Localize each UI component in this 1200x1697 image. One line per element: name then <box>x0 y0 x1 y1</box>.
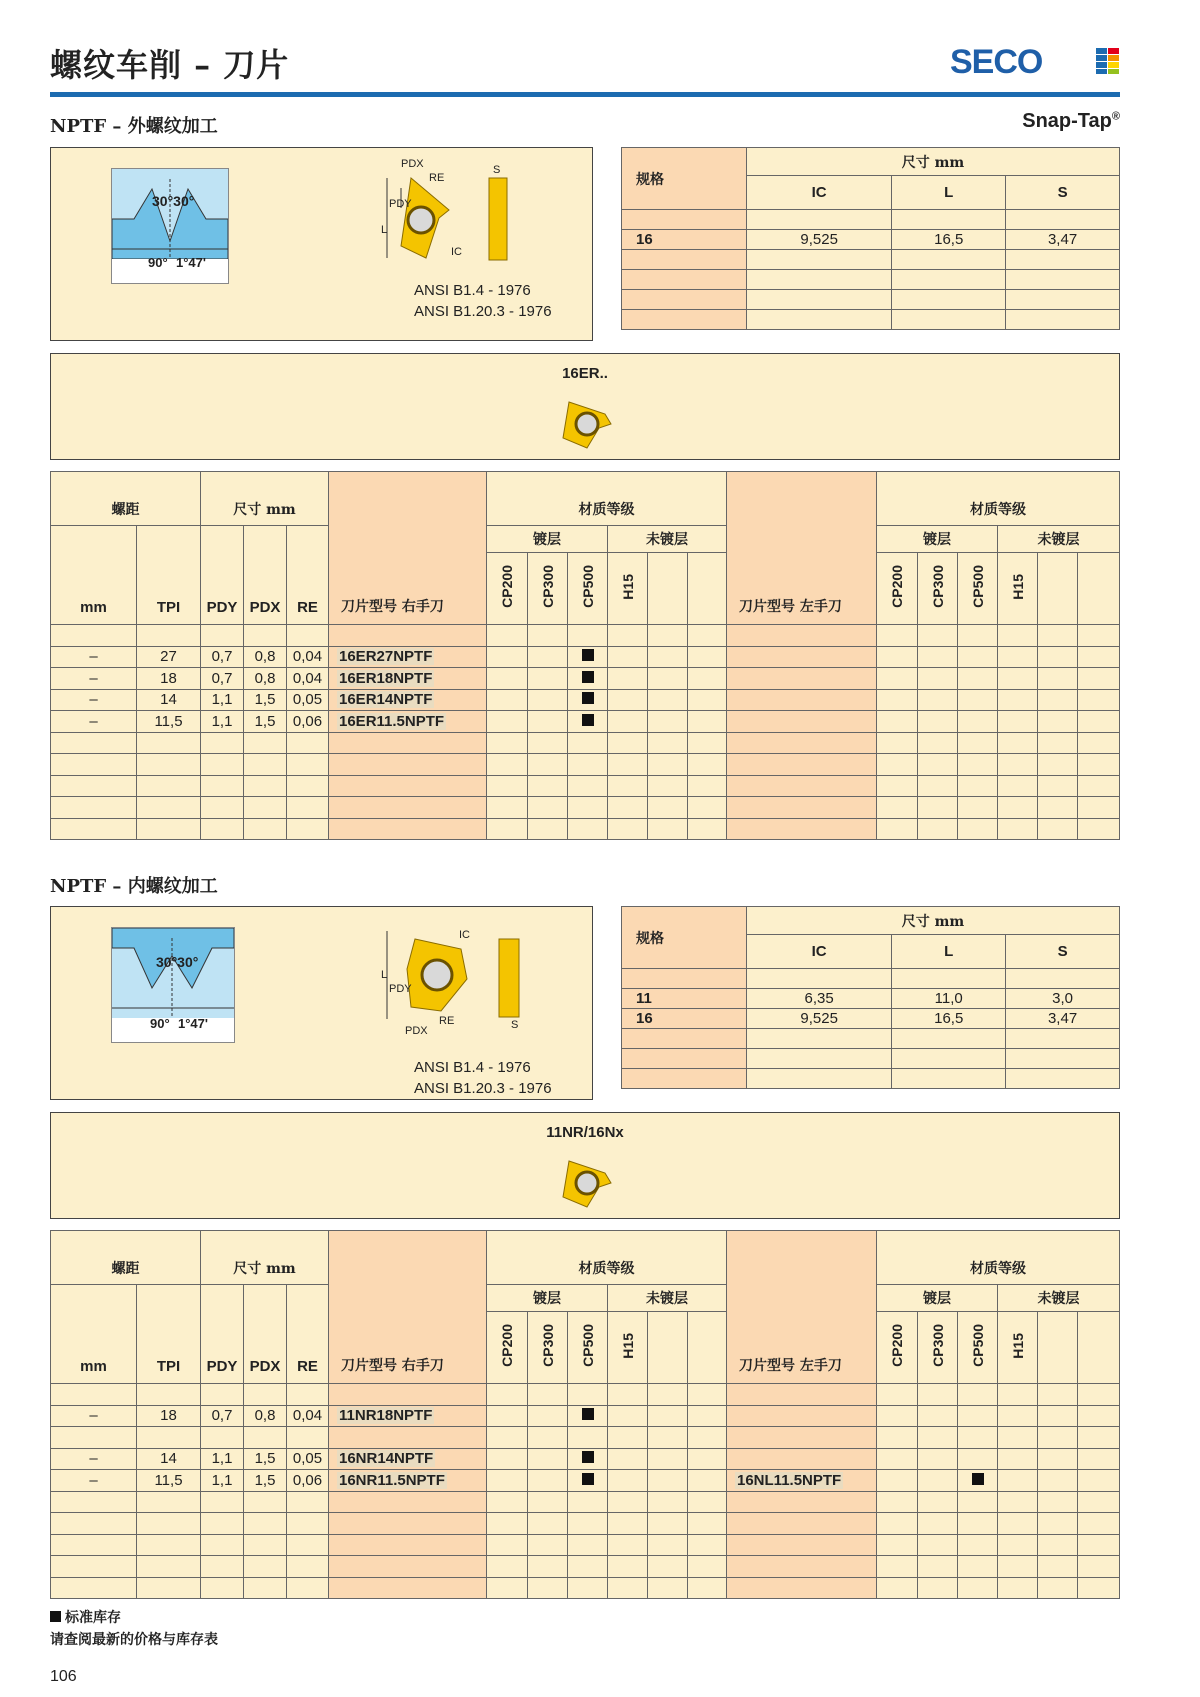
dim-s: 3,47 <box>1006 1009 1120 1029</box>
standard-item: ANSI B1.20.3 - 1976 <box>414 303 552 320</box>
insert-dimension-drawing <box>381 158 541 268</box>
profile-angle-90: 90° <box>150 1016 170 1031</box>
table-row <box>622 230 1120 250</box>
label-re: RE <box>429 172 445 184</box>
cell-tpi: 18 <box>137 1405 201 1427</box>
profile-angles: 30°30° <box>156 954 199 970</box>
right-insert-code: 16NR14NPTF <box>339 1450 434 1468</box>
material-header: 材质等级 <box>487 472 727 526</box>
dim-ic: 9,525 <box>747 230 892 250</box>
re-header: RE <box>287 526 329 625</box>
label-ic: IC <box>451 246 462 258</box>
grade-cp500: CP500 <box>579 565 596 608</box>
pdx-header: PDX <box>244 526 287 625</box>
table-row <box>622 1009 1120 1029</box>
dim-ic: 9,525 <box>747 1009 892 1029</box>
cell-re: 0,05 <box>287 1448 329 1470</box>
seco-logo <box>950 44 1120 80</box>
grade-cp500: CP500 <box>969 565 986 608</box>
label-s: S <box>493 164 501 176</box>
right-insert-code: 16ER11.5NPTF <box>339 712 445 730</box>
grade-h15: H15 <box>1009 573 1026 600</box>
stock-marker <box>582 692 594 704</box>
cell-pdy: 1,1 <box>201 1448 244 1470</box>
cell-pdx: 0,8 <box>244 668 287 690</box>
label-pdy: PDY <box>389 198 412 210</box>
profile-angles: 30°30° <box>152 193 195 209</box>
label-pdy: PDY <box>389 983 412 995</box>
stock-marker <box>582 671 594 683</box>
profile-angle-tilt: 1°47' <box>178 1016 208 1031</box>
dim-header: 尺寸 mm <box>747 907 1120 935</box>
uncoated-header: 未镀层 <box>608 526 727 553</box>
table-row <box>51 668 1120 690</box>
stock-marker <box>582 714 594 726</box>
dim-spec-header: 规格 <box>622 148 747 210</box>
left-code-header: 刀片型号 左手刀 <box>727 1231 877 1384</box>
cell-re: 0,06 <box>287 711 329 733</box>
dim-spec-header: 规格 <box>622 907 747 969</box>
dim-col-s: S <box>1006 176 1120 210</box>
material-header: 材质等级 <box>487 1231 727 1285</box>
label-ic: IC <box>459 929 470 941</box>
cell-pdy: 0,7 <box>201 668 244 690</box>
cell-tpi: 27 <box>137 646 201 668</box>
cell-pdy: 1,1 <box>201 711 244 733</box>
cell-tpi: 14 <box>137 689 201 711</box>
grade-cp300: CP300 <box>929 565 946 608</box>
cell-pdx: 0,8 <box>244 646 287 668</box>
dim-header: 尺寸 mm <box>747 148 1120 176</box>
right-insert-code: 16NR11.5NPTF <box>339 1471 445 1489</box>
label-s: S <box>511 1019 519 1031</box>
grade-cp200: CP200 <box>499 1324 515 1367</box>
grade-cp200: CP200 <box>889 1324 905 1367</box>
cell-tpi: 18 <box>137 668 201 690</box>
left-insert-code: 16NL11.5NPTF <box>737 1471 842 1489</box>
standards-list <box>414 1057 552 1099</box>
coated-header: 镀层 <box>487 526 608 553</box>
standard-item: ANSI B1.4 - 1976 <box>414 282 531 299</box>
profile-angle-tilt: 1°47' <box>176 255 206 270</box>
insert-dimension-drawing <box>381 919 561 1039</box>
insert-table-external <box>50 471 1120 840</box>
cell-pdx: 1,5 <box>244 1470 287 1492</box>
label-l: L <box>381 969 388 981</box>
cell-pdy: 0,7 <box>201 646 244 668</box>
table-row <box>622 989 1120 1009</box>
uncoated-header: 未镀层 <box>608 1285 727 1312</box>
cell-mm: – <box>51 1405 137 1427</box>
dim-col-l: L <box>892 935 1006 969</box>
dim-spec: 11 <box>622 989 747 1009</box>
cell-pdx: 1,5 <box>244 1448 287 1470</box>
page-title: 螺纹车削 – 刀片 <box>50 46 290 84</box>
cell-pdx: 1,5 <box>244 689 287 711</box>
cell-mm: – <box>51 668 137 690</box>
dim-s: 3,47 <box>1006 230 1120 250</box>
dims-header: 尺寸 mm <box>201 472 329 526</box>
cell-pdy: 1,1 <box>201 1470 244 1492</box>
material-header: 材质等级 <box>877 1231 1120 1285</box>
right-code-header: 刀片型号 右手刀 <box>329 1231 487 1384</box>
cell-re: 0,04 <box>287 668 329 690</box>
thread-profile-diagram <box>111 168 229 284</box>
pdy-header: PDY <box>201 1285 244 1384</box>
dim-l: 16,5 <box>892 1009 1006 1029</box>
cell-mm: – <box>51 646 137 668</box>
label-pdx: PDX <box>405 1025 428 1037</box>
profile-angle-90: 90° <box>148 255 168 270</box>
right-code-header: 刀片型号 右手刀 <box>329 472 487 625</box>
grade-h15: H15 <box>1009 1332 1026 1359</box>
stock-marker <box>972 1473 984 1485</box>
price-note: 请查阅最新的价格与库存表 <box>50 1632 218 1648</box>
cell-re: 0,04 <box>287 646 329 668</box>
dimension-table-external <box>621 147 1120 330</box>
table-row <box>51 711 1120 733</box>
grade-h15: H15 <box>619 573 636 600</box>
stock-marker <box>582 1451 594 1463</box>
cell-tpi: 11,5 <box>137 711 201 733</box>
grade-cp300: CP300 <box>539 1324 556 1367</box>
cell-mm: – <box>51 711 137 733</box>
grade-cp200: CP200 <box>889 565 905 608</box>
cell-mm: – <box>51 1448 137 1470</box>
right-insert-code: 16ER14NPTF <box>339 691 433 709</box>
pdx-header: PDX <box>244 1285 287 1384</box>
insert-name: 16ER.. <box>562 365 608 382</box>
table-row <box>51 1448 1120 1470</box>
standards-list <box>414 280 552 322</box>
grade-cp200: CP200 <box>499 565 515 608</box>
cell-mm: – <box>51 689 137 711</box>
standard-item: ANSI B1.20.3 - 1976 <box>414 1080 552 1097</box>
cell-pdy: 1,1 <box>201 689 244 711</box>
standard-item: ANSI B1.4 - 1976 <box>414 1059 531 1076</box>
tpi-header: TPI <box>137 526 201 625</box>
cell-re: 0,05 <box>287 689 329 711</box>
insert-table-internal <box>50 1230 1120 1599</box>
right-insert-code: 11NR18NPTF <box>339 1407 433 1425</box>
dims-header: 尺寸 mm <box>201 1231 329 1285</box>
grade-cp500: CP500 <box>969 1324 986 1367</box>
pitch-header: 螺距 <box>51 472 201 526</box>
dimension-table-internal <box>621 906 1120 1089</box>
cell-re: 0,04 <box>287 1405 329 1427</box>
insert-preview-panel <box>50 1112 1120 1219</box>
label-pdx: PDX <box>401 158 424 170</box>
dim-col-l: L <box>892 176 1006 210</box>
table-row <box>51 1405 1120 1427</box>
logo-blocks-icon <box>1096 48 1120 74</box>
stock-legend-icon <box>50 1611 61 1622</box>
right-insert-code: 16ER27NPTF <box>339 648 433 666</box>
stock-marker <box>582 649 594 661</box>
dim-l: 11,0 <box>892 989 1006 1009</box>
material-header: 材质等级 <box>877 472 1120 526</box>
thread-profile-panel <box>50 906 593 1100</box>
stock-marker <box>582 1408 594 1420</box>
dim-spec: 16 <box>622 230 747 250</box>
grade-cp500: CP500 <box>579 1324 596 1367</box>
coated-header: 镀层 <box>877 526 998 553</box>
cell-pdx: 0,8 <box>244 1405 287 1427</box>
mm-header: mm <box>51 1285 137 1384</box>
stock-legend <box>50 1607 121 1627</box>
dim-s: 3,0 <box>1006 989 1120 1009</box>
right-insert-code: 16ER18NPTF <box>339 669 433 687</box>
uncoated-header: 未镀层 <box>998 1285 1120 1312</box>
brand-name: SECO <box>950 43 1043 81</box>
dim-spec: 16 <box>622 1009 747 1029</box>
insert-name: 11NR/16Nx <box>546 1124 624 1141</box>
grade-cp300: CP300 <box>539 565 556 608</box>
stock-legend-text: 标准库存 <box>65 1610 121 1626</box>
table-row <box>51 689 1120 711</box>
cell-pdx: 1,5 <box>244 711 287 733</box>
pitch-header: 螺距 <box>51 1231 201 1285</box>
insert-icon <box>557 1153 617 1209</box>
cell-tpi: 14 <box>137 1448 201 1470</box>
section-heading-external: NPTF – 外螺纹加工 <box>50 116 218 137</box>
cell-mm: – <box>51 1470 137 1492</box>
coated-header: 镀层 <box>877 1285 998 1312</box>
insert-preview-panel <box>50 353 1120 460</box>
cell-tpi: 11,5 <box>137 1470 201 1492</box>
thread-profile-panel <box>50 147 593 341</box>
label-re: RE <box>439 1015 455 1027</box>
table-row <box>51 1470 1120 1492</box>
section-heading-internal: NPTF – 内螺纹加工 <box>50 876 218 897</box>
re-header: RE <box>287 1285 329 1384</box>
mm-header: mm <box>51 526 137 625</box>
label-l: L <box>381 224 388 236</box>
insert-icon <box>557 394 617 450</box>
uncoated-header: 未镀层 <box>998 526 1120 553</box>
dim-ic: 6,35 <box>747 989 892 1009</box>
page-number: 106 <box>50 1668 77 1685</box>
dim-col-ic: IC <box>747 176 892 210</box>
table-row <box>51 646 1120 668</box>
dim-col-s: S <box>1006 935 1120 969</box>
left-code-header: 刀片型号 左手刀 <box>727 472 877 625</box>
cell-re: 0,06 <box>287 1470 329 1492</box>
coated-header: 镀层 <box>487 1285 608 1312</box>
dim-l: 16,5 <box>892 230 1006 250</box>
header-rule <box>50 92 1120 97</box>
thread-profile-diagram <box>111 927 235 1043</box>
grade-h15: H15 <box>619 1332 636 1359</box>
cell-pdy: 0,7 <box>201 1405 244 1427</box>
product-line: Snap-Tap® <box>1022 110 1120 132</box>
grade-cp300: CP300 <box>929 1324 946 1367</box>
stock-marker <box>582 1473 594 1485</box>
dim-col-ic: IC <box>747 935 892 969</box>
tpi-header: TPI <box>137 1285 201 1384</box>
pdy-header: PDY <box>201 526 244 625</box>
